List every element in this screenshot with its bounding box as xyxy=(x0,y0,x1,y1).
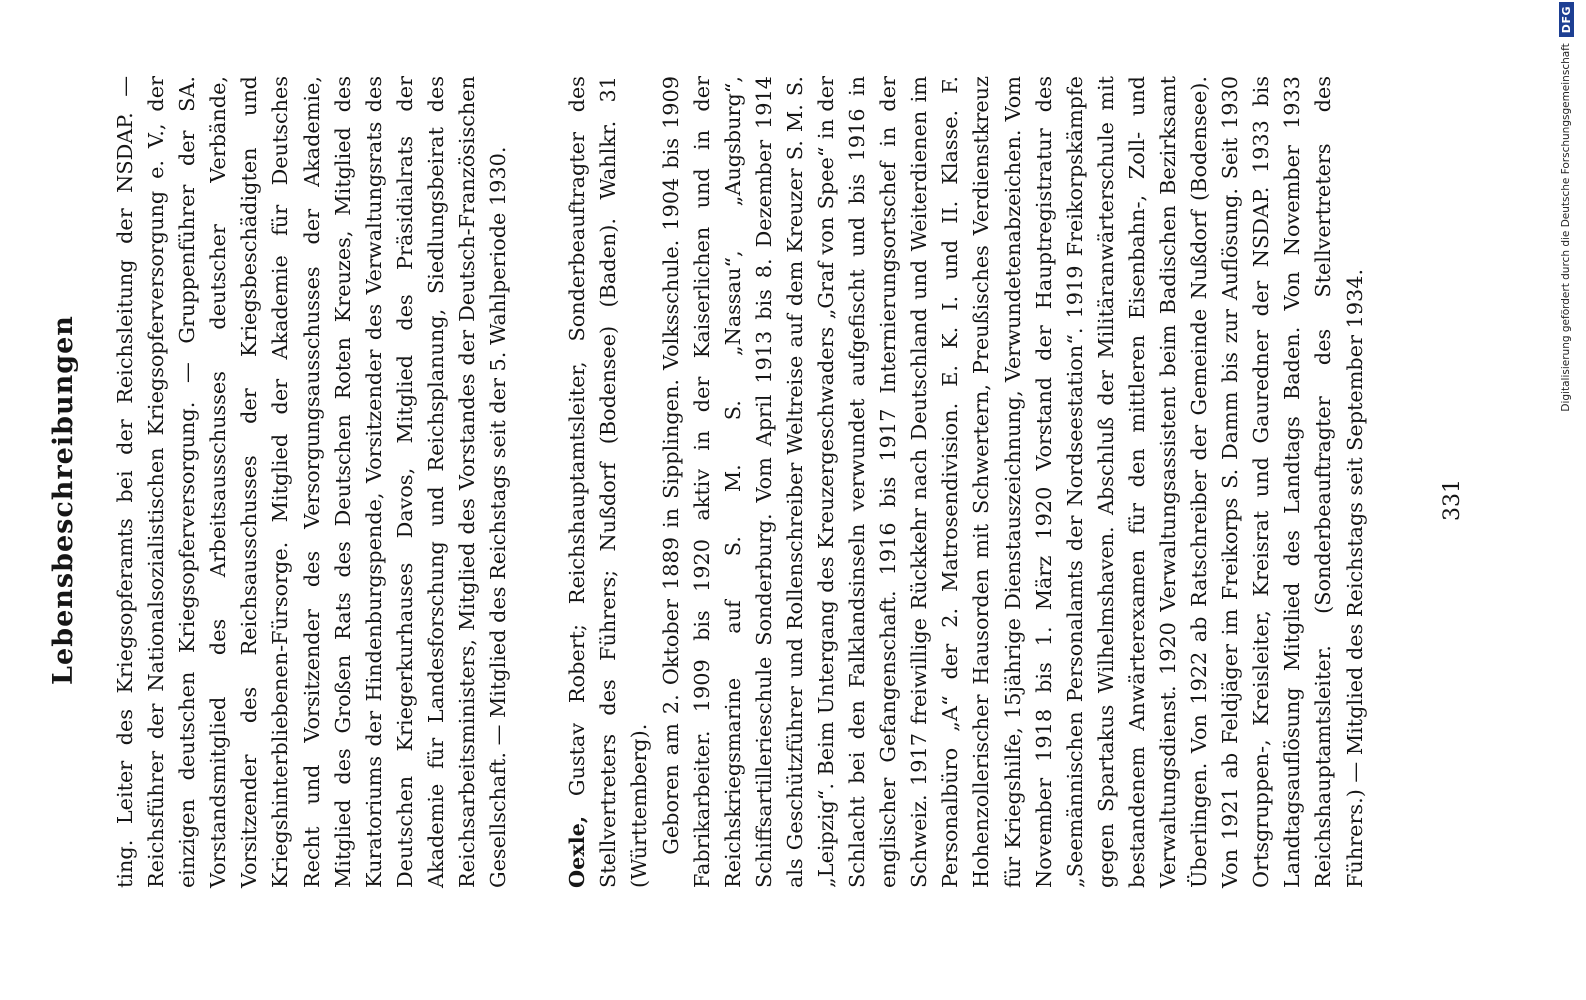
entry-name: Oexle, xyxy=(564,815,590,888)
paragraph-continuation: ting. Leiter des Kriegsopferamts bei der Reichsleitung der NSDAP. — Reichsführer der Nationalsozialistischen Kriegsopferversorgung e. V., der einzigen deutschen Kriegsopferversorgung. — Gruppenführer der SA. Vorstandsmitglied des Arbeitsausschusses deutscher Verbände, Vorsitzender des Reichsausschusses der Kriegsbeschädigten und Kriegshinterbliebenen-Fürsorge. Mitglied der Akademie für Deutsches Recht und Vorsitzender des Versorgungsausschusses der Akademie, Mitglied des Großen Rats des Deutschen Roten Kreuzes, Mitglied des Kuratoriums der Hindenburgspende, Vorsitzender des Verwaltungsrats des Deutschen Kriegerkurhauses Davos, Mitglied des Präsidialrats der Akademie für Landesforschung und Reichsplanung, Siedlungsbeirat des Reichsarbeitsministers, Mitglied des Vorstandes der Deutsch-Französischen Gesellschaft. — Mitglied des Reichstags seit der 5. Wahlperiode 1930. xyxy=(113,76,511,888)
entry-header-text: Gustav Robert; Reichshauptamtsleiter, Sonderbeauftragter des Stellvertreters des Führers; Nußdorf (Bodensee) (Baden). Wahlkr. 31 (Württemberg). xyxy=(565,76,652,888)
running-head: Lebensbeschreibungen xyxy=(48,315,79,685)
page-number: 331 xyxy=(1440,479,1465,521)
dfg-logo: DFG xyxy=(1559,2,1574,37)
biography-entry-text: Geboren am 2. Oktober 1889 in Sipplingen. Volksschule. 1904 bis 1909 Fabrikarbeiter. 1909 bis 1920 aktiv in der Kaiserlichen und in der Reichskriegsmarine auf S. M. S. „Nassau“, „Augsburg“, Schiffsartillerieschule Sonderburg. Vom April 1913 bis 8. Dezember 1914 als Geschützführer und Rollenschreiber Weltreise auf dem Kreuzer S. M. S. „Leipzig“. Beim Untergang des Kreuzergeschwaders „Graf von Spee“ in der Schlacht bei den Falklandsinseln verwundet aufgefischt und bis 1916 in englischer Gefangenschaft. 1916 bis 1917 Internierungsortschef in der Schweiz. 1917 freiwillige Rückkehr nach Deutschland und Weiterdienen im Personalbüro „A“ der 2. Matrosendivision. E. K. I. und II. Klasse. F. Hohenzollerischer Hausorden mit Schwertern, Preußisches Verdienstkreuz für Kriegshilfe, 15jährige Dienstauszeichnung, Verwundetenabzeichen. Vom November 1918 bis 1. März 1920 Vorstand der Hauptregistratur des „Seemännischen Personalamts der Nordseestation“. 1919 Freikorpskämpfe gegen Spartakus Wilhelmshaven. Abschluß der Militäranwärterschule mit bestandenem Anwärterexamen für den mittleren Eisenbahn-, Zoll- und Verwaltungsdienst. 1920 Verwaltungsassistent beim Badischen Bezirksamt Überlingen. Von 1922 ab Ratschreiber der Gemeinde Nußdorf (Bodensee). Von 1921 ab Feldjäger im Freikorps S. Damm bis zur Auflösung. Seit 1930 Ortsgruppen-, Kreisleiter, Kreisrat und Gauredner der NSDAP. 1933 bis Landtagsauflösung Mitglied des Landtags Baden. Von November 1933 Reichshauptamtsleiter. (Sonderbeauftragter des Stellvertreters des Führers.) — Mitglied des Reichstags seit September 1934. xyxy=(658,76,1367,888)
digitization-credit-rotated xyxy=(1548,0,1584,1000)
biography-entry-header xyxy=(561,76,655,888)
digitization-credit xyxy=(1548,0,1584,1000)
entry-separator xyxy=(514,76,561,888)
page-body xyxy=(110,76,1371,888)
digitization-credit-text: Digitalisierung gefördert durch die Deutsche Forschungsgemeinschaft xyxy=(1560,43,1572,412)
